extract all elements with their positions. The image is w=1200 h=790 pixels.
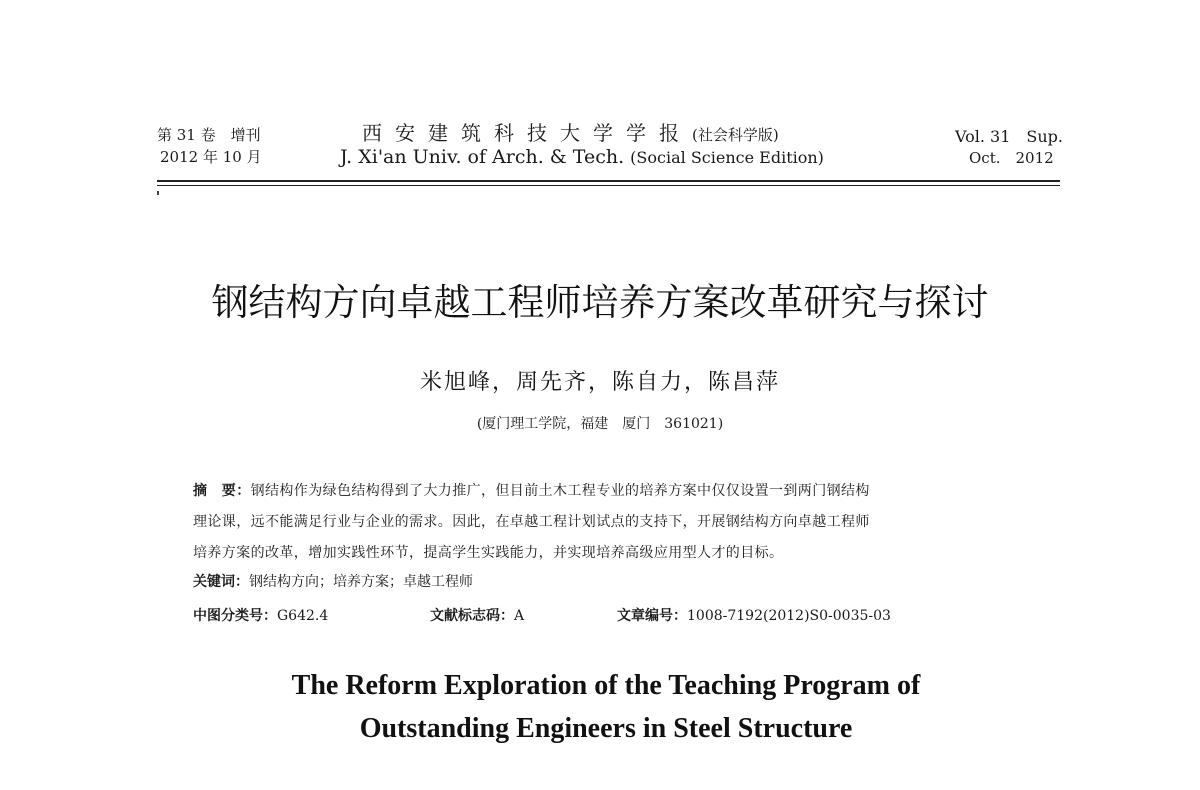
doc-code-label: 文献标志码：	[430, 608, 514, 624]
keywords-label: 关键词：	[193, 574, 249, 590]
date-cn: 2012 年 10 月	[160, 148, 262, 166]
journal-title-en: J. Xi'an Univ. of Arch. & Tech.	[340, 146, 625, 168]
article-no-label: 文章编号：	[617, 608, 687, 624]
journal-name-en	[340, 146, 824, 168]
journal-name-cn	[362, 117, 779, 146]
affiliation: (厦门理工学院，福建 厦门 361021)	[476, 416, 724, 432]
journal-edition-cn: (社会科学版)	[692, 126, 779, 144]
article-title-cn: 钢结构方向卓越工程师培养方案改革研究与探讨	[211, 281, 989, 324]
authors: 米旭峰，周先齐，陈自力，陈昌萍	[419, 370, 780, 395]
volume-en: Vol. 31 Sup.	[955, 127, 1063, 146]
article-title-en-line-1: The Reform Exploration of the Teaching Program of	[291, 670, 921, 701]
clc-number	[193, 605, 328, 625]
journal-title-cn: 西安建筑科技大学学报	[362, 121, 692, 145]
header-rule-bottom	[157, 185, 1060, 186]
abstract-line-3: 培养方案的改革，增加实践性环节，提高学生实践能力，并实现培养高级应用型人才的目标。	[193, 545, 784, 561]
keywords	[193, 571, 473, 591]
abstract-line-2: 理论课，远不能满足行业与企业的需求。因此，在卓越工程计划试点的支持下，开展钢结构方向卓越工程师	[193, 514, 870, 530]
header-rule-top	[157, 180, 1060, 182]
date-en: Oct. 2012	[969, 149, 1054, 167]
article-number	[617, 605, 891, 625]
clc-label: 中图分类号：	[193, 608, 277, 624]
document-code	[430, 605, 524, 625]
volume-cn: 第 31 卷 增刊	[157, 126, 261, 144]
clc-value: G642.4	[277, 608, 329, 624]
article-title-en-line-2: Outstanding Engineers in Steel Structure	[359, 713, 853, 744]
doc-code-value: A	[514, 608, 525, 624]
abstract-text-1: 钢结构作为绿色结构得到了大力推广，但目前土木工程专业的培养方案中仅仅设置一到两门钢结构	[250, 483, 870, 499]
abstract-label: 摘 要：	[193, 483, 251, 499]
abstract-line-1	[193, 480, 870, 500]
article-no-value: 1008-7192(2012)S0-0035-03	[687, 608, 891, 624]
scan-mark	[157, 191, 159, 195]
keywords-value: 钢结构方向；培养方案；卓越工程师	[249, 574, 473, 590]
journal-edition-en: (Social Science Edition)	[630, 148, 824, 167]
